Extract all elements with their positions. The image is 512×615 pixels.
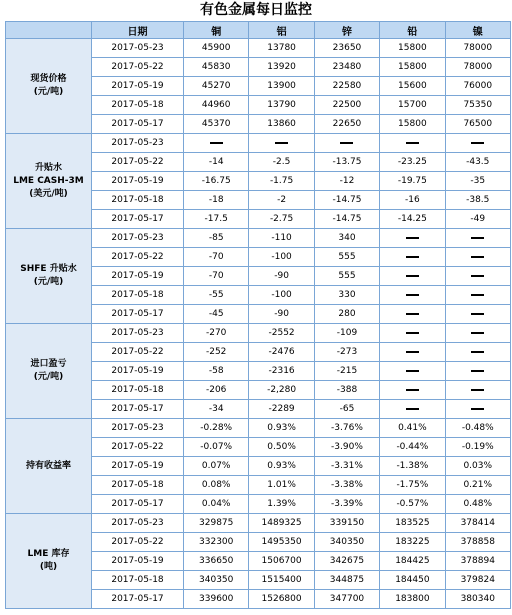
date-cell: 2017-05-18 xyxy=(92,381,184,400)
table-row xyxy=(6,514,511,533)
copper-value-cell: -0.28% xyxy=(184,419,249,438)
date-cell: 2017-05-22 xyxy=(92,343,184,362)
copper-value-cell: -70 xyxy=(184,267,249,286)
date-cell: 2017-05-23 xyxy=(92,39,184,58)
lead-value-cell xyxy=(380,324,445,343)
aluminum-value-cell: -100 xyxy=(249,248,314,267)
copper-value-cell: -17.5 xyxy=(184,210,249,229)
date-cell: 2017-05-22 xyxy=(92,438,184,457)
zinc-value-cell: -3.76% xyxy=(314,419,379,438)
header-aluminum: 铝 xyxy=(249,22,314,39)
group-label xyxy=(6,514,92,609)
date-cell: 2017-05-19 xyxy=(92,172,184,191)
copper-value-cell: -14 xyxy=(184,153,249,172)
date-cell: 2017-05-18 xyxy=(92,286,184,305)
copper-value-cell: -16.75 xyxy=(184,172,249,191)
lead-value-cell: 183800 xyxy=(380,590,445,609)
group-label-line: 持有收益率 xyxy=(25,460,71,471)
date-cell: 2017-05-19 xyxy=(92,267,184,286)
nickel-value-cell: 0.03% xyxy=(445,457,510,476)
group-label-line: (元/吨) xyxy=(33,277,64,287)
no-data-dash xyxy=(471,332,484,334)
no-data-dash xyxy=(210,142,223,144)
aluminum-value-cell: 1.39% xyxy=(249,495,314,514)
date-cell: 2017-05-17 xyxy=(92,210,184,229)
copper-value-cell xyxy=(184,134,249,153)
group-label-line: LME CASH-3M xyxy=(13,175,84,186)
nickel-value-cell: -38.5 xyxy=(445,191,510,210)
nickel-value-cell: 75350 xyxy=(445,96,510,115)
zinc-value-cell: 555 xyxy=(314,248,379,267)
nickel-value-cell xyxy=(445,343,510,362)
lead-value-cell: -0.57% xyxy=(380,495,445,514)
nickel-value-cell xyxy=(445,400,510,419)
copper-value-cell: -70 xyxy=(184,248,249,267)
aluminum-value-cell: -1.75 xyxy=(249,172,314,191)
nickel-value-cell: -35 xyxy=(445,172,510,191)
date-cell: 2017-05-22 xyxy=(92,58,184,77)
date-cell: 2017-05-17 xyxy=(92,495,184,514)
aluminum-value-cell: -2.75 xyxy=(249,210,314,229)
aluminum-value-cell: 0.50% xyxy=(249,438,314,457)
no-data-dash xyxy=(471,256,484,258)
lead-value-cell: 15700 xyxy=(380,96,445,115)
date-cell: 2017-05-18 xyxy=(92,476,184,495)
aluminum-value-cell: -100 xyxy=(249,286,314,305)
copper-value-cell: -0.07% xyxy=(184,438,249,457)
lead-value-cell: 0.41% xyxy=(380,419,445,438)
nickel-value-cell: 380340 xyxy=(445,590,510,609)
date-cell: 2017-05-19 xyxy=(92,362,184,381)
aluminum-value-cell: -2316 xyxy=(249,362,314,381)
no-data-dash xyxy=(471,370,484,372)
nickel-value-cell: 0.21% xyxy=(445,476,510,495)
table-row xyxy=(6,134,511,153)
date-cell: 2017-05-23 xyxy=(92,134,184,153)
no-data-dash xyxy=(406,389,419,391)
header-nickel: 镍 xyxy=(445,22,510,39)
zinc-value-cell: 340350 xyxy=(314,533,379,552)
no-data-dash xyxy=(471,351,484,353)
no-data-dash xyxy=(406,142,419,144)
lead-value-cell xyxy=(380,400,445,419)
copper-value-cell: 45370 xyxy=(184,115,249,134)
lead-value-cell xyxy=(380,229,445,248)
lead-value-cell: -19.75 xyxy=(380,172,445,191)
date-cell: 2017-05-23 xyxy=(92,324,184,343)
aluminum-value-cell: -90 xyxy=(249,305,314,324)
zinc-value-cell: 22650 xyxy=(314,115,379,134)
nickel-value-cell: -43.5 xyxy=(445,153,510,172)
date-cell: 2017-05-23 xyxy=(92,514,184,533)
date-cell: 2017-05-18 xyxy=(92,191,184,210)
zinc-value-cell: 280 xyxy=(314,305,379,324)
zinc-value-cell: 22500 xyxy=(314,96,379,115)
nickel-value-cell xyxy=(445,267,510,286)
aluminum-value-cell: 1.01% xyxy=(249,476,314,495)
lead-value-cell: -16 xyxy=(380,191,445,210)
copper-value-cell: -45 xyxy=(184,305,249,324)
header-copper: 铜 xyxy=(184,22,249,39)
no-data-dash xyxy=(471,237,484,239)
no-data-dash xyxy=(471,389,484,391)
page-title: 有色金属每日监控 xyxy=(200,2,312,18)
date-cell: 2017-05-17 xyxy=(92,590,184,609)
zinc-value-cell: -65 xyxy=(314,400,379,419)
group-label xyxy=(6,39,92,134)
no-data-dash xyxy=(275,142,288,144)
lead-value-cell: 15600 xyxy=(380,77,445,96)
header-row xyxy=(6,22,511,39)
zinc-value-cell: -14.75 xyxy=(314,191,379,210)
date-cell: 2017-05-19 xyxy=(92,77,184,96)
no-data-dash xyxy=(471,313,484,315)
zinc-value-cell: -3.38% xyxy=(314,476,379,495)
date-cell: 2017-05-22 xyxy=(92,533,184,552)
header-date: 日期 xyxy=(92,22,184,39)
date-cell: 2017-05-23 xyxy=(92,419,184,438)
aluminum-value-cell: 13900 xyxy=(249,77,314,96)
group-label-line: SHFE 升贴水 xyxy=(20,264,77,274)
zinc-value-cell: -14.75 xyxy=(314,210,379,229)
lead-value-cell: 183225 xyxy=(380,533,445,552)
no-data-dash xyxy=(471,294,484,296)
lead-value-cell: 183525 xyxy=(380,514,445,533)
aluminum-value-cell: -2,280 xyxy=(249,381,314,400)
aluminum-value-cell: 0.93% xyxy=(249,419,314,438)
aluminum-value-cell: 1506700 xyxy=(249,552,314,571)
table-row xyxy=(6,324,511,343)
group-label-line: 现货价格 xyxy=(30,74,67,84)
zinc-value-cell: 344875 xyxy=(314,571,379,590)
aluminum-value-cell: 0.93% xyxy=(249,457,314,476)
group-label xyxy=(6,324,92,419)
copper-value-cell: 44960 xyxy=(184,96,249,115)
copper-value-cell: 340350 xyxy=(184,571,249,590)
zinc-value-cell: 555 xyxy=(314,267,379,286)
nickel-value-cell xyxy=(445,248,510,267)
lead-value-cell xyxy=(380,381,445,400)
copper-value-cell: 329875 xyxy=(184,514,249,533)
aluminum-value-cell: 1515400 xyxy=(249,571,314,590)
nickel-value-cell xyxy=(445,286,510,305)
lead-value-cell: -23.25 xyxy=(380,153,445,172)
nickel-value-cell xyxy=(445,324,510,343)
lead-value-cell xyxy=(380,362,445,381)
copper-value-cell: 0.08% xyxy=(184,476,249,495)
zinc-value-cell: 22580 xyxy=(314,77,379,96)
nickel-value-cell: 76000 xyxy=(445,77,510,96)
date-cell: 2017-05-23 xyxy=(92,229,184,248)
copper-value-cell: 45900 xyxy=(184,39,249,58)
no-data-dash xyxy=(406,256,419,258)
zinc-value-cell: 23480 xyxy=(314,58,379,77)
group-label-line: LME 库存 xyxy=(27,549,70,559)
no-data-dash xyxy=(406,237,419,239)
nickel-value-cell xyxy=(445,362,510,381)
nickel-value-cell: 378894 xyxy=(445,552,510,571)
aluminum-value-cell: -2.5 xyxy=(249,153,314,172)
nickel-value-cell: 76500 xyxy=(445,115,510,134)
lead-value-cell xyxy=(380,343,445,362)
no-data-dash xyxy=(471,142,484,144)
zinc-value-cell: -3.90% xyxy=(314,438,379,457)
zinc-value-cell: -12 xyxy=(314,172,379,191)
group-label-line: (吨) xyxy=(39,562,58,572)
date-cell: 2017-05-17 xyxy=(92,400,184,419)
date-cell: 2017-05-17 xyxy=(92,305,184,324)
lead-value-cell: -1.75% xyxy=(380,476,445,495)
lead-value-cell: 15800 xyxy=(380,115,445,134)
copper-value-cell: -206 xyxy=(184,381,249,400)
group-label-line: (美元/吨) xyxy=(29,188,68,199)
date-cell: 2017-05-22 xyxy=(92,153,184,172)
zinc-value-cell: 330 xyxy=(314,286,379,305)
zinc-value-cell: -388 xyxy=(314,381,379,400)
nickel-value-cell: 78000 xyxy=(445,58,510,77)
header-lead: 铅 xyxy=(380,22,445,39)
nickel-value-cell xyxy=(445,305,510,324)
zinc-value-cell: -273 xyxy=(314,343,379,362)
lead-value-cell: 15800 xyxy=(380,39,445,58)
date-cell: 2017-05-22 xyxy=(92,248,184,267)
date-cell: 2017-05-18 xyxy=(92,96,184,115)
aluminum-value-cell: -2 xyxy=(249,191,314,210)
copper-value-cell: 45830 xyxy=(184,58,249,77)
group-label xyxy=(6,229,92,324)
zinc-value-cell: -3.39% xyxy=(314,495,379,514)
table-row xyxy=(6,419,511,438)
copper-value-cell: 332300 xyxy=(184,533,249,552)
nickel-value-cell xyxy=(445,381,510,400)
lead-value-cell: 184425 xyxy=(380,552,445,571)
group-label-line: 升贴水 xyxy=(34,162,62,173)
table-row xyxy=(6,39,511,58)
date-cell: 2017-05-19 xyxy=(92,552,184,571)
header-group-cell xyxy=(6,22,92,39)
lead-value-cell: 184450 xyxy=(380,571,445,590)
aluminum-value-cell: 1495350 xyxy=(249,533,314,552)
aluminum-value-cell: -90 xyxy=(249,267,314,286)
copper-value-cell: -58 xyxy=(184,362,249,381)
group-label-line: (元/吨) xyxy=(33,87,64,97)
no-data-dash xyxy=(406,294,419,296)
aluminum-value-cell: -110 xyxy=(249,229,314,248)
copper-value-cell: -270 xyxy=(184,324,249,343)
nickel-value-cell: 378414 xyxy=(445,514,510,533)
zinc-value-cell xyxy=(314,134,379,153)
metals-monitor-table xyxy=(5,21,511,609)
nickel-value-cell: -0.48% xyxy=(445,419,510,438)
group-label-line: (元/吨) xyxy=(33,372,64,382)
no-data-dash xyxy=(406,275,419,277)
lead-value-cell xyxy=(380,305,445,324)
table-body xyxy=(6,39,511,609)
aluminum-value-cell: 1526800 xyxy=(249,590,314,609)
no-data-dash xyxy=(471,408,484,410)
group-label-line: 进口盈亏 xyxy=(30,359,67,369)
zinc-value-cell: 23650 xyxy=(314,39,379,58)
zinc-value-cell: 339150 xyxy=(314,514,379,533)
no-data-dash xyxy=(406,351,419,353)
aluminum-value-cell: 13860 xyxy=(249,115,314,134)
group-label xyxy=(6,419,92,514)
copper-value-cell: 339600 xyxy=(184,590,249,609)
header-zinc: 锌 xyxy=(314,22,379,39)
nickel-value-cell: 378858 xyxy=(445,533,510,552)
lead-value-cell xyxy=(380,134,445,153)
table-row xyxy=(6,229,511,248)
copper-value-cell: -85 xyxy=(184,229,249,248)
no-data-dash xyxy=(471,275,484,277)
copper-value-cell: 336650 xyxy=(184,552,249,571)
lead-value-cell xyxy=(380,286,445,305)
copper-value-cell: -18 xyxy=(184,191,249,210)
aluminum-value-cell: 13920 xyxy=(249,58,314,77)
nickel-value-cell: -49 xyxy=(445,210,510,229)
aluminum-value-cell: 13780 xyxy=(249,39,314,58)
copper-value-cell: 0.07% xyxy=(184,457,249,476)
no-data-dash xyxy=(406,370,419,372)
date-cell: 2017-05-18 xyxy=(92,571,184,590)
no-data-dash xyxy=(340,142,353,144)
zinc-value-cell: -215 xyxy=(314,362,379,381)
nickel-value-cell: 78000 xyxy=(445,39,510,58)
lead-value-cell: -14.25 xyxy=(380,210,445,229)
aluminum-value-cell: -2289 xyxy=(249,400,314,419)
lead-value-cell xyxy=(380,267,445,286)
zinc-value-cell: -13.75 xyxy=(314,153,379,172)
aluminum-value-cell: -2476 xyxy=(249,343,314,362)
zinc-value-cell: 342675 xyxy=(314,552,379,571)
date-cell: 2017-05-17 xyxy=(92,115,184,134)
aluminum-value-cell: -2552 xyxy=(249,324,314,343)
date-cell: 2017-05-19 xyxy=(92,457,184,476)
copper-value-cell: 45270 xyxy=(184,77,249,96)
no-data-dash xyxy=(406,332,419,334)
copper-value-cell: -252 xyxy=(184,343,249,362)
copper-value-cell: -55 xyxy=(184,286,249,305)
nickel-value-cell: -0.19% xyxy=(445,438,510,457)
copper-value-cell: 0.04% xyxy=(184,495,249,514)
lead-value-cell: 15800 xyxy=(380,58,445,77)
aluminum-value-cell: 1489325 xyxy=(249,514,314,533)
no-data-dash xyxy=(406,408,419,410)
aluminum-value-cell: 13790 xyxy=(249,96,314,115)
no-data-dash xyxy=(406,313,419,315)
zinc-value-cell: 347700 xyxy=(314,590,379,609)
copper-value-cell: -34 xyxy=(184,400,249,419)
lead-value-cell xyxy=(380,248,445,267)
nickel-value-cell xyxy=(445,134,510,153)
nickel-value-cell: 0.48% xyxy=(445,495,510,514)
lead-value-cell: -0.44% xyxy=(380,438,445,457)
nickel-value-cell: 379824 xyxy=(445,571,510,590)
zinc-value-cell: -109 xyxy=(314,324,379,343)
nickel-value-cell xyxy=(445,229,510,248)
aluminum-value-cell xyxy=(249,134,314,153)
zinc-value-cell: 340 xyxy=(314,229,379,248)
lead-value-cell: -1.38% xyxy=(380,457,445,476)
zinc-value-cell: -3.31% xyxy=(314,457,379,476)
group-label xyxy=(6,134,92,229)
